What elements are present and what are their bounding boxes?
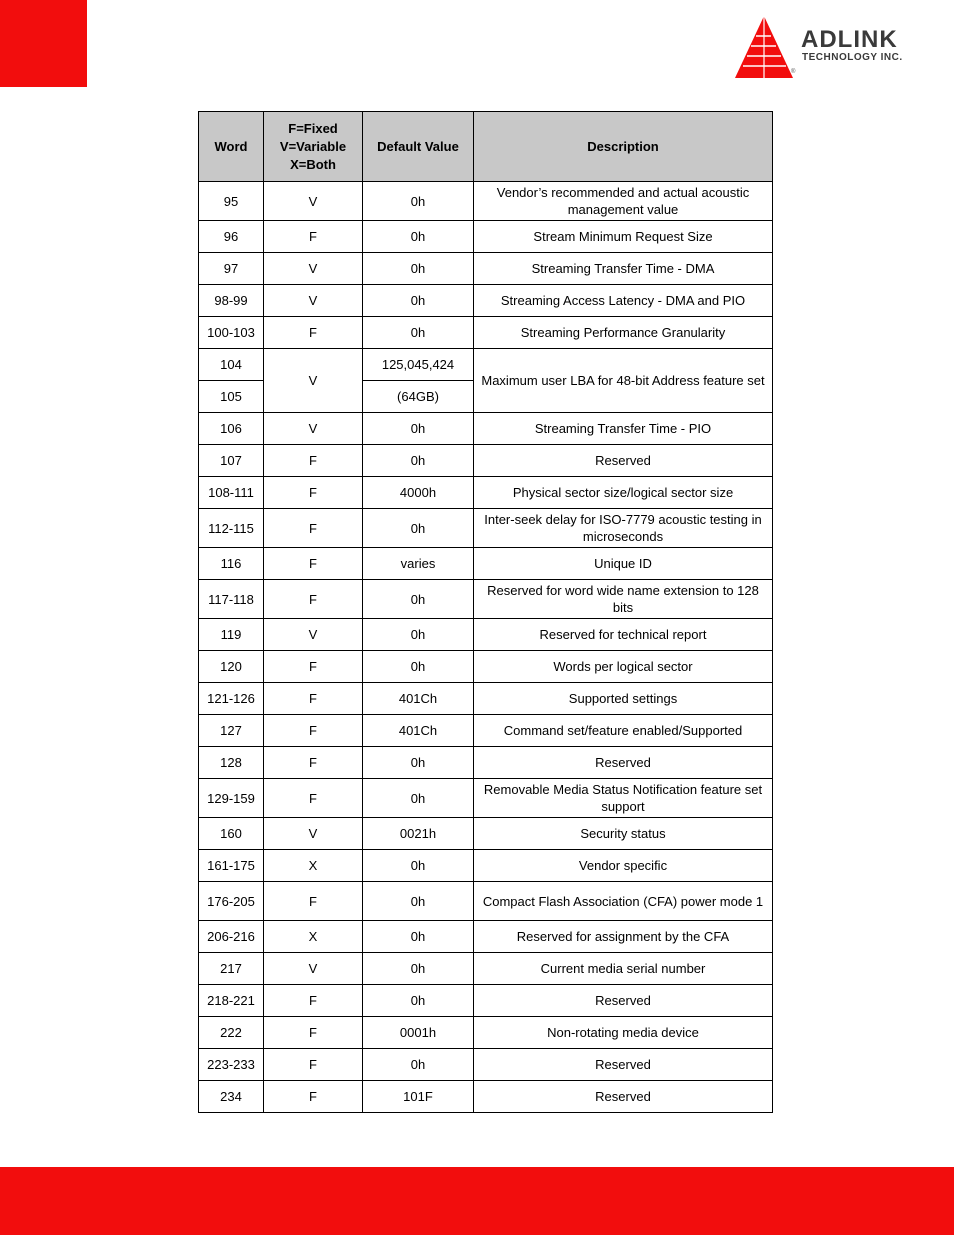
- cell-default: 0h: [363, 413, 474, 445]
- cell-description: Reserved for technical report: [474, 619, 773, 651]
- cell-description: Streaming Transfer Time - DMA: [474, 253, 773, 285]
- cell-default: 0h: [363, 1049, 474, 1081]
- cell-description: Supported settings: [474, 683, 773, 715]
- cell-default: 0h: [363, 509, 474, 548]
- cell-default: 0001h: [363, 1017, 474, 1049]
- table-row: [199, 182, 773, 221]
- logo-triangle-icon: [731, 14, 797, 80]
- column-header-type: [264, 112, 363, 182]
- corner-accent-block: [0, 0, 87, 87]
- cell-type: F: [264, 882, 363, 921]
- cell-default: 0h: [363, 747, 474, 779]
- column-header-default-value: Default Value: [363, 112, 474, 182]
- cell-type: V: [264, 953, 363, 985]
- cell-word: 222: [199, 1017, 264, 1049]
- cell-type: V: [264, 253, 363, 285]
- cell-word: 127: [199, 715, 264, 747]
- cell-default: 0h: [363, 921, 474, 953]
- table-row: [199, 715, 773, 747]
- cell-default: 401Ch: [363, 683, 474, 715]
- cell-default: 0h: [363, 221, 474, 253]
- company-logo: [731, 14, 941, 80]
- cell-type: V: [264, 349, 363, 413]
- cell-type: F: [264, 651, 363, 683]
- cell-default: 0h: [363, 779, 474, 818]
- cell-word: 160: [199, 818, 264, 850]
- cell-description: Reserved: [474, 747, 773, 779]
- cell-description: Compact Flash Association (CFA) power mode 1: [474, 882, 773, 921]
- table-row: [199, 413, 773, 445]
- cell-description: Stream Minimum Request Size: [474, 221, 773, 253]
- cell-word: 206-216: [199, 921, 264, 953]
- type-legend-both: X=Both: [290, 156, 336, 172]
- cell-description: Vendor specific: [474, 850, 773, 882]
- cell-word: 107: [199, 445, 264, 477]
- cell-default: 0h: [363, 619, 474, 651]
- cell-word: 119: [199, 619, 264, 651]
- cell-word: 129-159: [199, 779, 264, 818]
- cell-type: F: [264, 548, 363, 580]
- cell-default: 0h: [363, 253, 474, 285]
- cell-type: V: [264, 619, 363, 651]
- cell-description: Reserved: [474, 985, 773, 1017]
- table-row: [199, 683, 773, 715]
- type-legend-variable: V=Variable: [279, 138, 347, 154]
- cell-default: 0h: [363, 182, 474, 221]
- table-row: [199, 818, 773, 850]
- cell-word: 117-118: [199, 580, 264, 619]
- cell-default: (64GB): [363, 381, 474, 413]
- cell-type: F: [264, 580, 363, 619]
- cell-default: 0h: [363, 285, 474, 317]
- cell-default: 0h: [363, 953, 474, 985]
- table-row: [199, 953, 773, 985]
- cell-description: Command set/feature enabled/Supported: [474, 715, 773, 747]
- cell-default: 0h: [363, 445, 474, 477]
- table-row: [199, 349, 773, 381]
- cell-description: Reserved for assignment by the CFA: [474, 921, 773, 953]
- cell-default: 0h: [363, 850, 474, 882]
- cell-default: varies: [363, 548, 474, 580]
- cell-default: 101F: [363, 1081, 474, 1113]
- cell-type: V: [264, 182, 363, 221]
- cell-type: F: [264, 1049, 363, 1081]
- cell-word: 106: [199, 413, 264, 445]
- cell-default: 0h: [363, 985, 474, 1017]
- identify-device-table: [198, 111, 773, 1113]
- table-row: [199, 1017, 773, 1049]
- table-row: [199, 921, 773, 953]
- cell-word: 217: [199, 953, 264, 985]
- table-row: [199, 882, 773, 921]
- cell-word: 128: [199, 747, 264, 779]
- cell-word: 112-115: [199, 509, 264, 548]
- table-row: [199, 509, 773, 548]
- cell-type: F: [264, 715, 363, 747]
- cell-type: F: [264, 747, 363, 779]
- table-row: [199, 985, 773, 1017]
- cell-type: X: [264, 850, 363, 882]
- cell-word: 234: [199, 1081, 264, 1113]
- cell-description: Words per logical sector: [474, 651, 773, 683]
- logo-brand-text: ADLINK: [801, 26, 898, 53]
- cell-word: 96: [199, 221, 264, 253]
- table-row: [199, 1081, 773, 1113]
- cell-description: Streaming Access Latency - DMA and PIO: [474, 285, 773, 317]
- cell-word: 120: [199, 651, 264, 683]
- table-row: [199, 445, 773, 477]
- cell-type: V: [264, 285, 363, 317]
- cell-description: Reserved: [474, 1081, 773, 1113]
- column-header-description: Description: [474, 112, 773, 182]
- cell-type: F: [264, 445, 363, 477]
- cell-description: Maximum user LBA for 48-bit Address feature set: [474, 349, 773, 413]
- cell-description: Reserved for word wide name extension to 128 bits: [474, 580, 773, 619]
- cell-word: 104: [199, 349, 264, 381]
- cell-default: 0h: [363, 317, 474, 349]
- cell-type: V: [264, 818, 363, 850]
- table-row: [199, 651, 773, 683]
- cell-word: 100-103: [199, 317, 264, 349]
- cell-description: Removable Media Status Notification feature set support: [474, 779, 773, 818]
- registered-mark: ®: [791, 69, 796, 75]
- cell-description: Security status: [474, 818, 773, 850]
- table-row: [199, 580, 773, 619]
- cell-default: 0h: [363, 882, 474, 921]
- cell-default: 0h: [363, 651, 474, 683]
- cell-type: F: [264, 221, 363, 253]
- cell-type: F: [264, 779, 363, 818]
- cell-default: 0h: [363, 580, 474, 619]
- table-row: [199, 253, 773, 285]
- cell-description: Vendor’s recommended and actual acoustic management value: [474, 182, 773, 221]
- cell-description: Inter-seek delay for ISO-7779 acoustic testing in microseconds: [474, 509, 773, 548]
- cell-type: F: [264, 317, 363, 349]
- cell-type: X: [264, 921, 363, 953]
- cell-word: 116: [199, 548, 264, 580]
- cell-type: V: [264, 413, 363, 445]
- cell-word: 97: [199, 253, 264, 285]
- cell-type: F: [264, 985, 363, 1017]
- table-row: [199, 285, 773, 317]
- table-row: [199, 221, 773, 253]
- table-row: [199, 779, 773, 818]
- cell-type: F: [264, 477, 363, 509]
- cell-default: 401Ch: [363, 715, 474, 747]
- logo-tagline: TECHNOLOGY INC.: [802, 52, 903, 63]
- table-header-row: [199, 112, 773, 182]
- table-row: [199, 747, 773, 779]
- cell-description: Non-rotating media device: [474, 1017, 773, 1049]
- table-row: [199, 477, 773, 509]
- cell-default: 0021h: [363, 818, 474, 850]
- cell-word: 108-111: [199, 477, 264, 509]
- cell-word: 176-205: [199, 882, 264, 921]
- cell-type: F: [264, 509, 363, 548]
- footer-accent-bar: [0, 1167, 954, 1235]
- cell-description: Reserved: [474, 1049, 773, 1081]
- cell-default: 4000h: [363, 477, 474, 509]
- cell-word: 218-221: [199, 985, 264, 1017]
- cell-word: 105: [199, 381, 264, 413]
- cell-word: 95: [199, 182, 264, 221]
- cell-description: Unique ID: [474, 548, 773, 580]
- cell-type: F: [264, 1081, 363, 1113]
- column-header-word: Word: [199, 112, 264, 182]
- table-row: [199, 850, 773, 882]
- cell-default: 125,045,424: [363, 349, 474, 381]
- cell-word: 223-233: [199, 1049, 264, 1081]
- cell-word: 98-99: [199, 285, 264, 317]
- cell-description: Current media serial number: [474, 953, 773, 985]
- cell-description: Physical sector size/logical sector size: [474, 477, 773, 509]
- cell-description: Streaming Transfer Time - PIO: [474, 413, 773, 445]
- table-row: [199, 548, 773, 580]
- cell-type: F: [264, 1017, 363, 1049]
- table-row: [199, 1049, 773, 1081]
- cell-description: Streaming Performance Granularity: [474, 317, 773, 349]
- table-row: [199, 317, 773, 349]
- type-legend-fixed: F=Fixed: [288, 120, 338, 136]
- cell-description: Reserved: [474, 445, 773, 477]
- cell-word: 121-126: [199, 683, 264, 715]
- table-row: [199, 619, 773, 651]
- cell-type: F: [264, 683, 363, 715]
- cell-word: 161-175: [199, 850, 264, 882]
